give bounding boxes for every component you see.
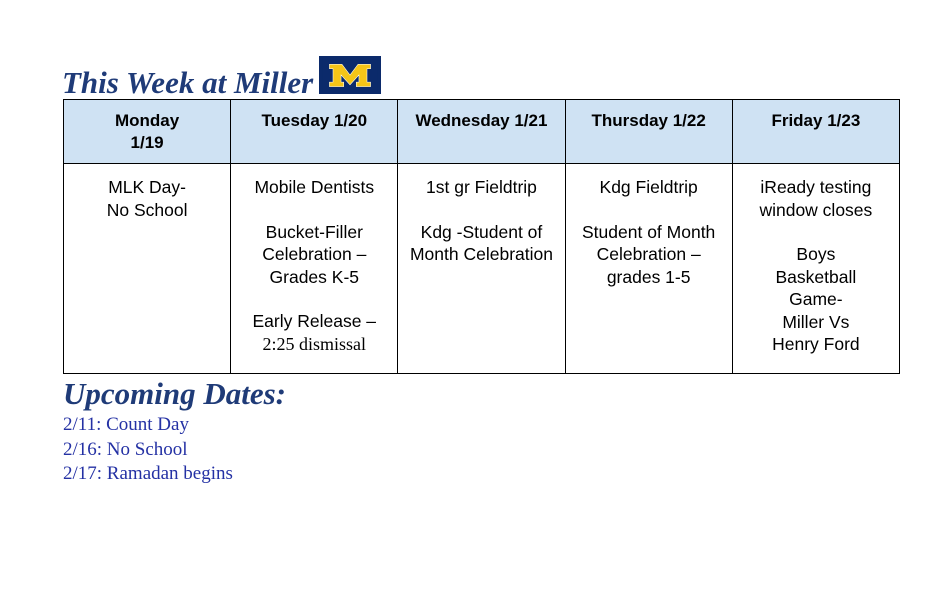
event-line: Kdg -Student of <box>420 221 543 242</box>
upcoming-date-item: 2/11: Count Day <box>63 414 189 435</box>
upcoming-dates-heading: Upcoming Dates: <box>63 376 287 411</box>
event-spacer <box>235 199 393 221</box>
event-line: No School <box>106 199 188 220</box>
day-heading-line: Monday <box>114 111 180 130</box>
week-schedule-table <box>63 99 900 374</box>
event-line: Boys <box>796 244 836 264</box>
title-row <box>62 52 381 100</box>
block-m-logo-graphic <box>321 58 379 92</box>
event-line: iReady testing <box>760 177 872 197</box>
day-heading-line: Friday 1/23 <box>771 111 861 130</box>
event-line: 1st gr Fieldtrip <box>426 177 537 197</box>
event-line: 2:25 dismissal <box>262 333 367 354</box>
upcoming-date-item: 2/16: No School <box>63 438 188 460</box>
event-line: Bucket-Filler <box>265 221 363 242</box>
events-thursday <box>565 164 732 374</box>
event-line: MLK Day- <box>108 177 186 197</box>
day-heading-line: Tuesday 1/20 <box>261 111 368 130</box>
events-wednesday <box>398 164 565 374</box>
event-line: Celebration – <box>596 244 701 264</box>
event-line: grades 1-5 <box>606 266 691 287</box>
page-title: This Week at Miller <box>62 65 314 100</box>
day-heading-monday <box>64 100 231 164</box>
event-line: Early Release – <box>252 311 377 331</box>
day-heading-friday <box>732 100 899 164</box>
day-heading-tuesday <box>231 100 398 164</box>
event-spacer <box>402 199 560 221</box>
day-heading-line: Wednesday 1/21 <box>415 111 548 130</box>
event-line: Grades K-5 <box>269 266 360 287</box>
event-spacer <box>570 199 728 221</box>
event-line: window closes <box>759 199 873 220</box>
event-line: Celebration – <box>262 244 367 264</box>
event-line: Student of Month <box>582 221 716 242</box>
day-heading-line: 1/19 <box>130 133 164 152</box>
event-line: Kdg Fieldtrip <box>599 177 698 197</box>
events-tuesday <box>231 164 398 374</box>
day-heading-line: Thursday 1/22 <box>591 111 706 130</box>
events-monday <box>64 164 231 374</box>
event-line: Basketball <box>775 266 857 287</box>
event-spacer <box>235 288 393 310</box>
upcoming-date-item: 2/17: Ramadan begins <box>63 463 233 484</box>
event-line: Henry Ford <box>772 334 860 354</box>
event-line: Game- <box>789 289 843 309</box>
day-heading-thursday <box>565 100 732 164</box>
upcoming-dates-list <box>63 413 233 487</box>
events-friday <box>732 164 899 374</box>
day-header-row <box>64 100 900 164</box>
event-line: Month Celebration <box>409 244 553 264</box>
events-row <box>64 164 900 374</box>
event-line: Mobile Dentists <box>254 177 375 197</box>
block-m-logo <box>319 56 381 94</box>
event-spacer <box>737 221 895 243</box>
day-heading-wednesday <box>398 100 565 164</box>
event-line: Miller Vs <box>782 311 850 332</box>
